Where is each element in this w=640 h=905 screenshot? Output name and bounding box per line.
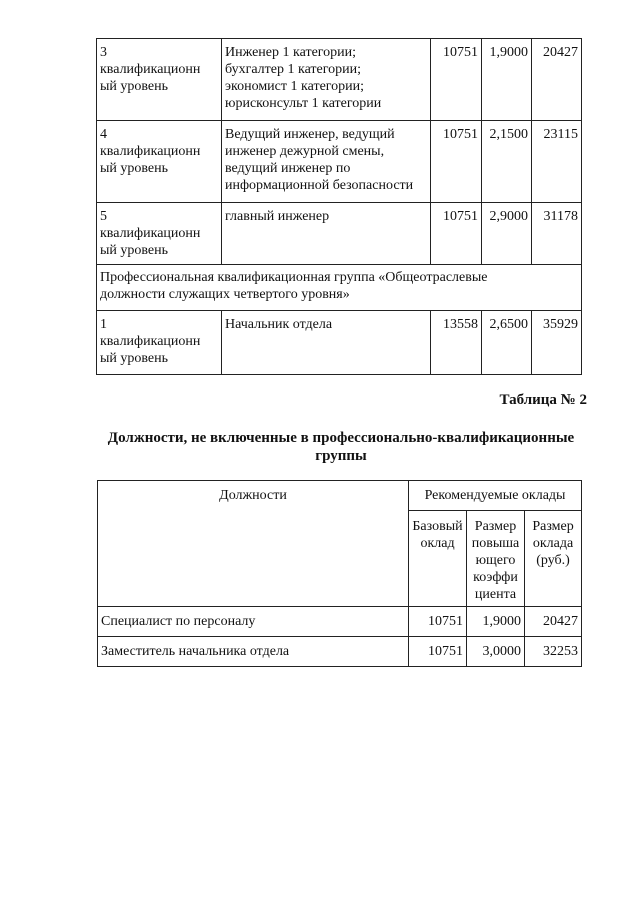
position-name-cell: Специалист по персоналу: [98, 607, 409, 637]
position-line: бухгалтер 1 категории;: [225, 62, 362, 77]
table-row: [97, 39, 582, 121]
table-row: [97, 311, 582, 375]
positions-header: Должности: [98, 481, 409, 607]
position-line: Инженер 1 категории;: [225, 45, 357, 60]
qualification-group-header: [97, 265, 582, 311]
qualification-level-cell: [97, 203, 222, 265]
salary-cell: 23115: [532, 121, 582, 203]
table-row: [97, 203, 582, 265]
coefficient-cell: 2,9000: [482, 203, 532, 265]
position-line: Ведущий инженер, ведущий: [225, 127, 395, 142]
base-salary-cell: 10751: [431, 203, 482, 265]
positions-cell: [222, 121, 431, 203]
level-text: ый уровень: [100, 243, 169, 258]
position-name-cell: Заместитель начальника отдела: [98, 637, 409, 667]
position-line: информационной безопасности: [225, 178, 414, 193]
level-number: 3: [100, 45, 107, 60]
header-line: (руб.): [536, 553, 570, 568]
base-salary-header: [409, 511, 467, 607]
table-title-line: Должности, не включенные в профессионально-квалификационные: [107, 430, 575, 446]
header-line: повыша: [471, 536, 520, 551]
base-salary-cell: 13558: [431, 311, 482, 375]
position-line: ведущий инженер по: [225, 161, 351, 176]
base-salary-cell: 10751: [409, 637, 467, 667]
qualification-level-cell: [97, 311, 222, 375]
level-number: 5: [100, 209, 107, 224]
group-header-line: Профессиональная квалификационная группа «Общеотраслевые: [100, 270, 488, 285]
table-number-label: Таблица № 2: [499, 392, 587, 408]
coefficient-cell: 3,0000: [467, 637, 525, 667]
coefficient-cell: 1,9000: [467, 607, 525, 637]
level-text: квалификационн: [100, 62, 201, 77]
table-row: [98, 637, 582, 667]
positions-cell: [222, 39, 431, 121]
level-text: квалификационн: [100, 144, 201, 159]
level-text: квалификационн: [100, 226, 201, 241]
level-text: ый уровень: [100, 351, 169, 366]
salary-header: [525, 511, 582, 607]
header-line: оклад: [420, 536, 455, 551]
header-line: ющего: [475, 553, 516, 568]
coefficient-cell: 2,1500: [482, 121, 532, 203]
position-line: главный инженер: [225, 209, 330, 224]
qualification-level-cell: [97, 39, 222, 121]
table-header-row: [98, 481, 582, 511]
header-line: циента: [474, 587, 517, 602]
salary-cell: 32253: [525, 637, 582, 667]
salary-table-2: [97, 480, 582, 667]
positions-cell: [222, 203, 431, 265]
header-line: Размер: [532, 519, 574, 534]
salary-cell: 20427: [532, 39, 582, 121]
position-line: экономист 1 категории;: [225, 79, 365, 94]
table-title: [96, 429, 586, 465]
base-salary-cell: 10751: [431, 39, 482, 121]
level-text: ый уровень: [100, 161, 169, 176]
table-row: [98, 607, 582, 637]
header-line: Базовый: [412, 519, 463, 534]
table-row: [97, 121, 582, 203]
salary-table-1: [96, 38, 582, 375]
base-salary-cell: 10751: [431, 121, 482, 203]
base-salary-cell: 10751: [409, 607, 467, 637]
level-number: 4: [100, 127, 107, 142]
header-line: Размер: [474, 519, 517, 534]
position-line: Начальник отдела: [225, 317, 333, 332]
header-line: оклада: [532, 536, 574, 551]
recommended-salaries-header: Рекомендуемые оклады: [409, 481, 582, 511]
salary-cell: 31178: [532, 203, 582, 265]
qualification-level-cell: [97, 121, 222, 203]
coefficient-cell: 2,6500: [482, 311, 532, 375]
coefficient-cell: 1,9000: [482, 39, 532, 121]
header-line: коэффи: [473, 570, 518, 585]
salary-cell: 35929: [532, 311, 582, 375]
level-number: 1: [100, 317, 107, 332]
positions-cell: [222, 311, 431, 375]
coefficient-header: [467, 511, 525, 607]
salary-cell: 20427: [525, 607, 582, 637]
position-line: инженер дежурной смены,: [225, 144, 385, 159]
group-header-line: должности служащих четвертого уровня»: [100, 287, 350, 302]
group-header-row: [97, 265, 582, 311]
level-text: ый уровень: [100, 79, 169, 94]
level-text: квалификационн: [100, 334, 201, 349]
position-line: юрисконсульт 1 категории: [225, 96, 382, 111]
table-title-line: группы: [315, 448, 367, 464]
